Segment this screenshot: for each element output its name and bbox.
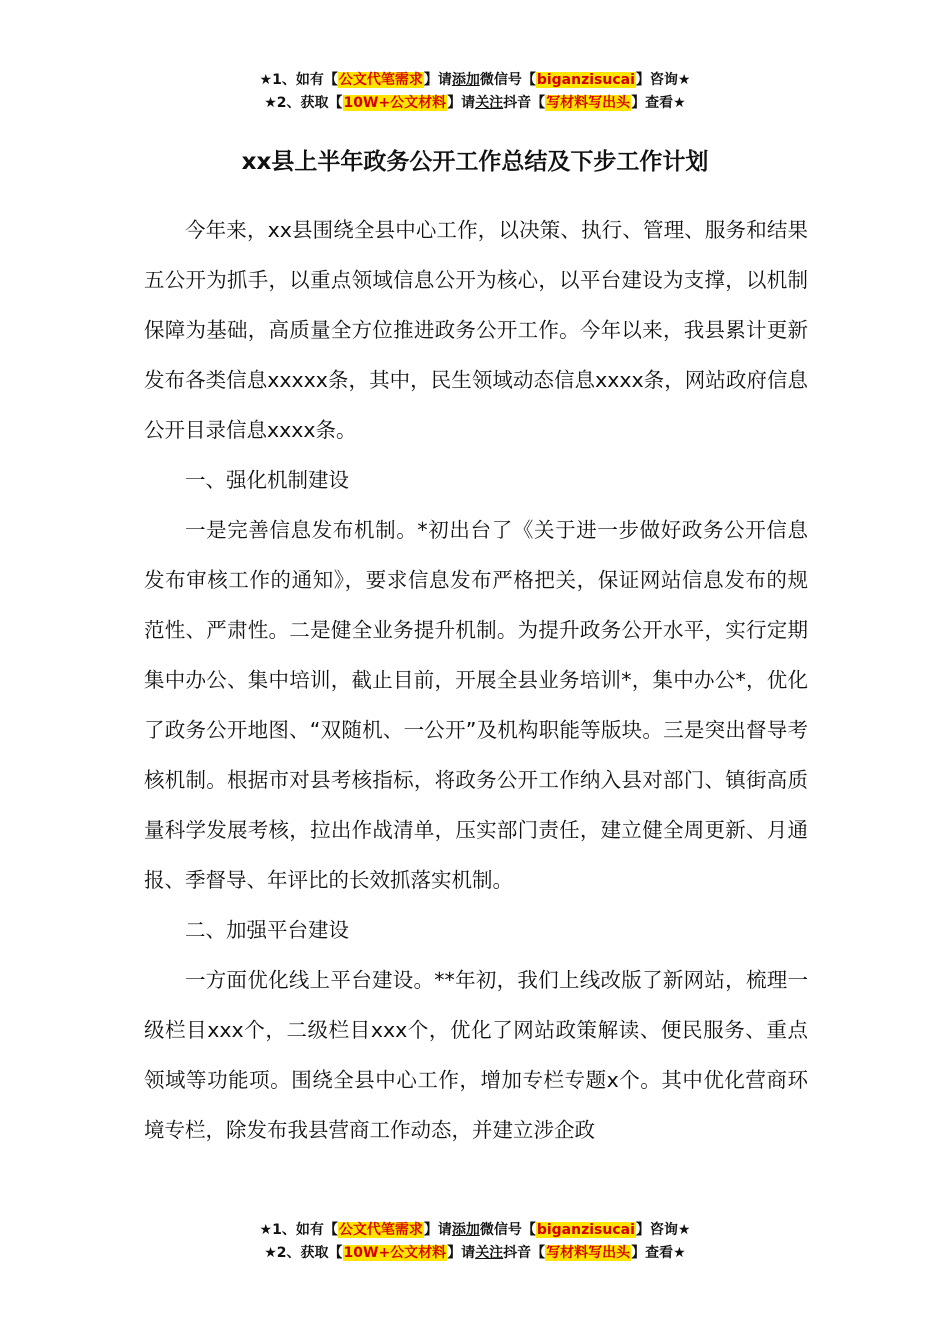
banner-text: 】请 <box>423 1222 452 1238</box>
paragraph-mechanism: 一是完善信息发布机制。*初出台了《关于进一步做好政务公开信息发布审核工作的通知》，要求信息发布严格把关，保证网站信息发布的规范性、严肃性。二是健全业务提升机制。为提升政务公开水平，实行定期集中办公、集中培训，截止目前，开展全县业务培训*，集中办公*，优化了政务公开地图、“双随机、一公开”及机构职能等版块。三是突出督导考核机制。根据市对县考核指标，将政务公开工作纳入县对部门、镇街高质量科学发展考核，拉出作战清单，压实部门责任，建立健全周更新、月通报、季督导、年评比的长效抓落实机制。 <box>144 518 808 892</box>
banner-underline: 关注 <box>475 95 504 111</box>
footer-banner <box>0 1219 950 1265</box>
section-heading-1: 一、强化机制建设 <box>185 468 349 492</box>
document-title: xx县上半年政务公开工作总结及下步工作计划 <box>241 149 709 175</box>
banner-text: 抖音【 <box>503 95 546 111</box>
banner-highlight: biganzisucai <box>536 72 635 88</box>
banner-text: ★1、如有【 <box>259 1222 338 1238</box>
banner-line-2 <box>0 1242 950 1265</box>
banner-text: 抖音【 <box>503 1245 546 1261</box>
banner-text: ★2、获取【 <box>264 1245 343 1261</box>
banner-text: 】咨询★ <box>635 72 691 88</box>
banner-highlight: 10W+公文材料 <box>343 1245 447 1261</box>
banner-line-2 <box>0 92 950 115</box>
banner-highlight: 写材料写出头 <box>546 95 631 111</box>
banner-text: 】请 <box>447 95 476 111</box>
banner-text: ★2、获取【 <box>264 95 343 111</box>
banner-text: 微信号【 <box>479 72 536 88</box>
banner-highlight: 公文代笔需求 <box>338 1222 423 1238</box>
banner-text: 微信号【 <box>479 1222 536 1238</box>
paragraph-intro: 今年来，xx县围绕全县中心工作，以决策、执行、管理、服务和结果五公开为抓手，以重点领域信息公开为核心，以平台建设为支撑，以机制保障为基础，高质量全方位推进政务公开工作。今年以来，我县累计更新发布各类信息xxxxx条，其中，民生领域动态信息xxxx条，网站政府信息公开目录信息xxxx条。 <box>144 218 808 442</box>
banner-text: 】请 <box>423 72 452 88</box>
document-body <box>144 205 808 1155</box>
banner-text: 】查看★ <box>631 1245 686 1261</box>
banner-underline: 关注 <box>475 1245 504 1261</box>
header-banner <box>0 69 950 115</box>
banner-text: 】咨询★ <box>635 1222 691 1238</box>
banner-text: 】请 <box>447 1245 476 1261</box>
banner-underline: 添加 <box>451 72 480 88</box>
banner-highlight: 10W+公文材料 <box>343 95 447 111</box>
section-heading-2: 二、加强平台建设 <box>185 918 349 942</box>
banner-line-1 <box>0 69 950 92</box>
banner-underline: 添加 <box>451 1222 480 1238</box>
banner-text: 】查看★ <box>631 95 686 111</box>
banner-highlight: 公文代笔需求 <box>338 72 423 88</box>
banner-line-1 <box>0 1219 950 1242</box>
banner-highlight: biganzisucai <box>536 1222 635 1238</box>
banner-text: ★1、如有【 <box>259 72 338 88</box>
paragraph-platform: 一方面优化线上平台建设。**年初，我们上线改版了新网站，梳理一级栏目xxx个，二级栏目xxx个，优化了网站政策解读、便民服务、重点领域等功能项。围绕全县中心工作，增加专栏专题x个。其中优化营商环境专栏，除发布我县营商工作动态，并建立涉企政 <box>144 968 808 1142</box>
banner-highlight: 写材料写出头 <box>546 1245 631 1261</box>
